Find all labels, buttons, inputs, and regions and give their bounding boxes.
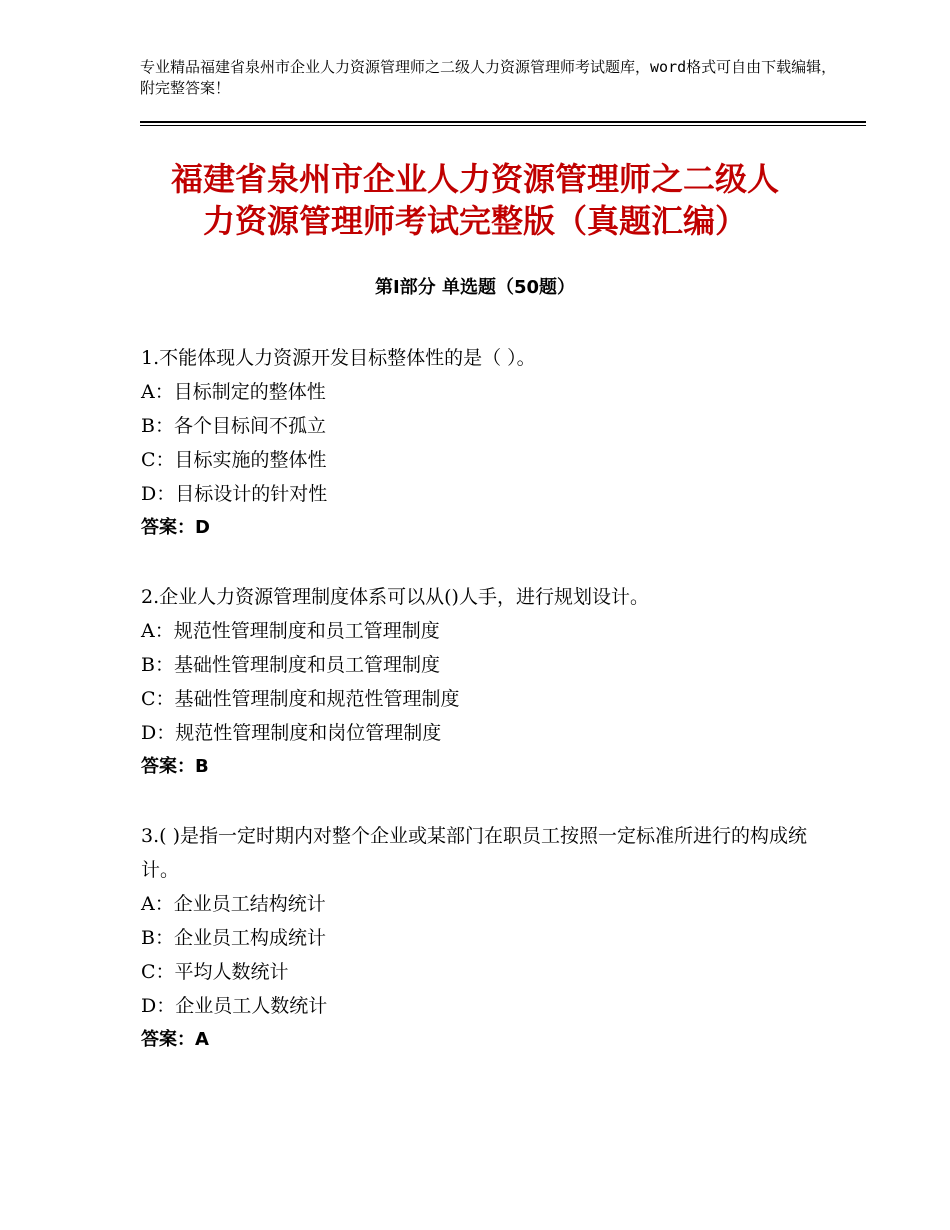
option-c: C：基础性管理制度和规范性管理制度 — [141, 688, 460, 710]
header-rule-thick — [140, 121, 866, 123]
document-title-line-1: 福建省泉州市企业人力资源管理师之二级人 — [170, 160, 779, 198]
option-a: A：目标制定的整体性 — [141, 381, 326, 403]
answer: 答案：B — [141, 756, 209, 777]
option-d: D：企业员工人数统计 — [141, 995, 328, 1017]
option-c: C：平均人数统计 — [141, 961, 289, 983]
header-note: 专业精品福建省泉州市企业人力资源管理师之二级人力资源管理师考试题库，word格式可自由下载编辑，附完整答案！ — [140, 58, 837, 97]
answer: 答案：D — [141, 517, 210, 538]
question-stem: 3.( )是指一定时期内对整个企业或某部门在职员工按照一定标准所进行的构成统计。 — [141, 825, 807, 881]
option-d: D：规范性管理制度和岗位管理制度 — [141, 722, 442, 744]
option-a: A：企业员工结构统计 — [141, 893, 326, 915]
option-b: B：企业员工构成统计 — [141, 927, 326, 949]
option-b: B：各个目标间不孤立 — [141, 415, 326, 437]
option-b: B：基础性管理制度和员工管理制度 — [141, 654, 440, 676]
answer: 答案：A — [141, 1029, 209, 1050]
question-1 — [141, 341, 821, 545]
header-rule-thin — [140, 125, 866, 126]
option-c: C：目标实施的整体性 — [141, 449, 327, 471]
question-3 — [141, 819, 821, 1057]
document-title-line-2: 力资源管理师考试完整版（真题汇编） — [202, 202, 747, 240]
question-stem: 1.不能体现人力资源开发目标整体性的是（ ）。 — [141, 347, 536, 369]
option-a: A：规范性管理制度和员工管理制度 — [141, 620, 440, 642]
option-d: D：目标设计的针对性 — [141, 483, 328, 505]
document-title — [120, 158, 830, 242]
question-stem: 2.企业人力资源管理制度体系可以从()人手，进行规划设计。 — [141, 586, 649, 608]
section-heading: 第Ⅰ部分 单选题（50题） — [374, 277, 575, 298]
question-2 — [141, 580, 821, 784]
